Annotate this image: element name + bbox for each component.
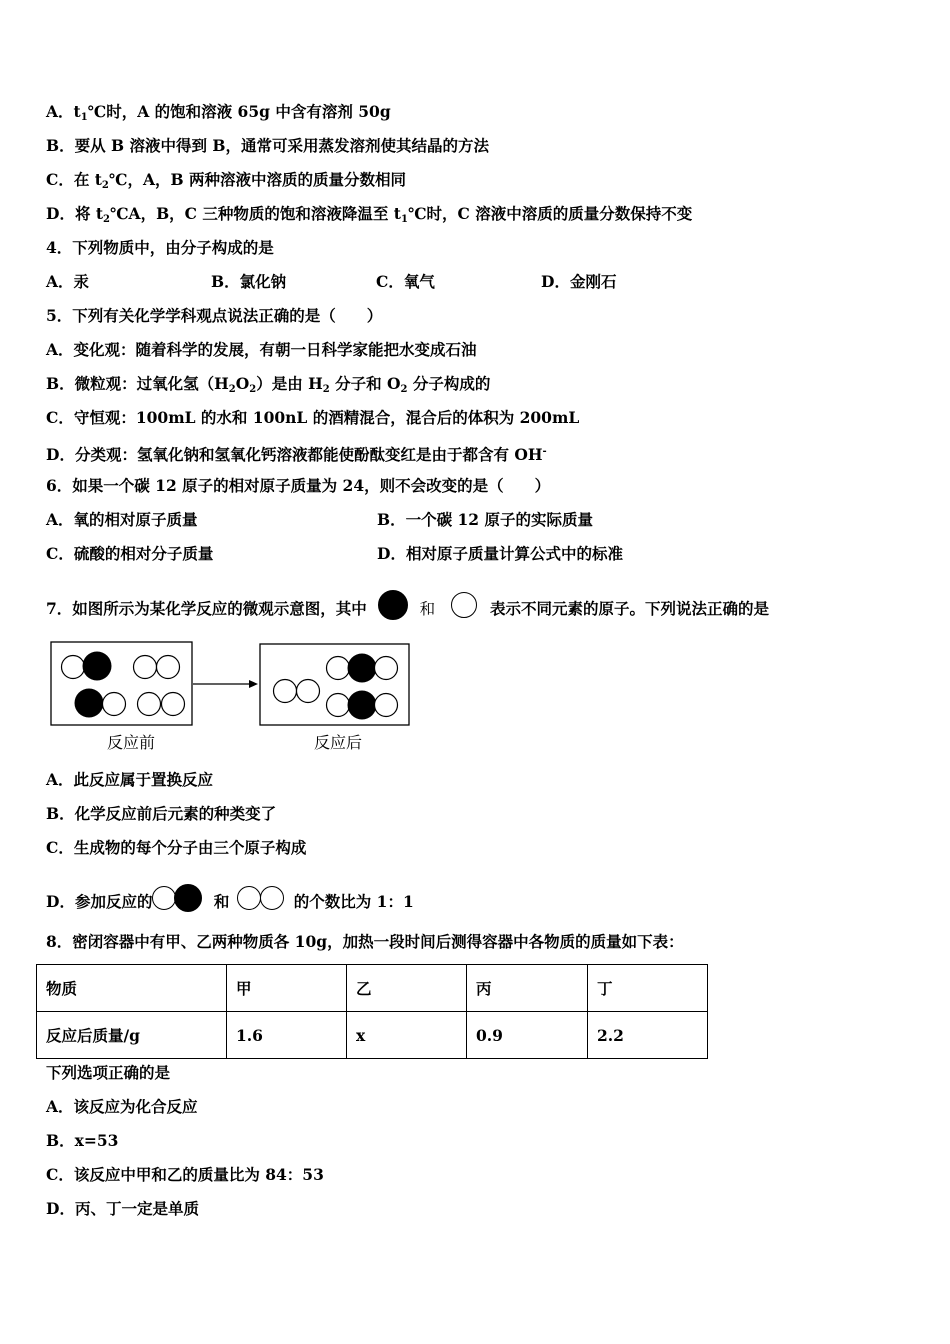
after-reaction-box	[260, 644, 409, 725]
q3-option-d: D．将 $t_2℃A$，B，C 三种物质的饱和溶液降温至 $t_1℃$时，C 溶液中溶质的质量分数保持不变	[46, 204, 693, 225]
table-cell: 丁	[588, 965, 708, 1012]
q3-option-c: C．在 $t_2℃$，A，B 两种溶液中溶质的质量分数相同	[46, 170, 406, 191]
q8-option-d: D．丙、丁一定是单质	[46, 1199, 199, 1218]
table-header-row	[37, 965, 708, 1012]
label-after: 反应后	[313, 733, 363, 752]
atom-white	[375, 657, 398, 680]
white-atom-icon	[237, 886, 261, 910]
atom-white	[103, 693, 126, 716]
q4-option-d: D．金刚石	[541, 272, 617, 291]
before-reaction-box	[51, 642, 192, 725]
q4-stem: 4．下列物质中，由分子构成的是	[46, 238, 274, 257]
q3-option-a: A．$t_1℃$时，A 的饱和溶液 65g 中含有溶剂 50g	[46, 102, 391, 123]
q7-option-c: C．生成物的每个分子由三个原子构成	[46, 838, 307, 857]
q4-option-c: C．氧气	[376, 272, 435, 291]
q5-option-c: C．守恒观：100mL 的水和 100nL 的酒精混合，混合后的体积为 200mL	[46, 408, 580, 427]
atom-white	[162, 693, 185, 716]
table-cell: 物质	[37, 965, 227, 1012]
q7-stem: 7．如图所示为某化学反应的微观示意图，其中 和 表示不同元素的原子。下列说法正确的是	[46, 590, 769, 620]
white-atom-icon	[451, 592, 477, 618]
table-row	[37, 1012, 708, 1059]
mass-table	[36, 964, 708, 1059]
white-atom-icon	[152, 886, 176, 910]
q8-option-c: C．该反应中甲和乙的质量比为 84：53	[46, 1165, 324, 1184]
reaction-arrow	[193, 680, 258, 688]
q5-option-b: B．微粒观：过氧化氢$(H_2O_2)$是由 $H_2$ 分子和 $O_2$ 分子构成的	[46, 374, 491, 395]
atom-white	[138, 693, 161, 716]
q8-option-a: A．该反应为化合反应	[46, 1097, 198, 1116]
q8-stem: 8．密闭容器中有甲、乙两种物质各 10g，加热一段时间后测得容器中各物质的质量如下表：	[46, 932, 684, 951]
atom-white	[327, 657, 350, 680]
q6-options-row1	[46, 510, 593, 530]
q3-option-b: B．要从 B 溶液中得到 B，通常可采用蒸发溶剂使其结晶的方法	[46, 136, 489, 155]
table-cell: 乙	[347, 965, 467, 1012]
table-cell: x	[347, 1012, 467, 1059]
table-cell: 0.9	[467, 1012, 588, 1059]
q4-option-b: B．氯化钠	[211, 272, 287, 291]
label-before: 反应前	[106, 733, 156, 752]
table-cell: 反应后质量/g	[37, 1012, 227, 1059]
white-atom-icon	[260, 886, 284, 910]
table-cell: 1.6	[227, 1012, 347, 1059]
atom-black	[75, 689, 104, 718]
q5-option-a: A．变化观：随着科学的发展，有朝一日科学家能把水变成石油	[46, 340, 477, 359]
black-atom-icon	[174, 884, 202, 912]
reaction-diagram	[46, 636, 418, 760]
q4-option-a: A．汞	[46, 272, 90, 291]
atom-white	[327, 694, 350, 717]
atom-black	[348, 654, 377, 683]
atom-black	[348, 691, 377, 720]
atom-white	[62, 656, 85, 679]
atom-white	[134, 656, 157, 679]
q6-options-row2	[46, 544, 623, 564]
table-cell: 丙	[467, 965, 588, 1012]
q7-option-d: D．参加反应的 和 的个数比为 1：1	[46, 884, 414, 912]
q6-option-d: D．相对原子质量计算公式中的标准	[377, 544, 623, 563]
atom-white	[274, 680, 297, 703]
q6-stem: 6．如果一个碳 12 原子的相对原子质量为 24，则不会改变的是（ ）	[46, 476, 551, 495]
black-atom-icon	[378, 590, 408, 620]
atom-white	[375, 694, 398, 717]
q5-stem: 5．下列有关化学学科观点说法正确的是（ ）	[46, 306, 383, 325]
q8-option-b: B．x=53	[46, 1131, 119, 1150]
q7-option-a: A．此反应属于置换反应	[46, 770, 214, 789]
table-cell: 甲	[227, 965, 347, 1012]
q4-options	[46, 272, 616, 292]
q8-prompt: 下列选项正确的是	[46, 1063, 171, 1082]
q6-option-c: C．硫酸的相对分子质量	[46, 544, 214, 563]
atom-white	[157, 656, 180, 679]
q6-option-b: B．一个碳 12 原子的实际质量	[377, 510, 593, 529]
q7-option-b: B．化学反应前后元素的种类变了	[46, 804, 277, 823]
table-cell: 2.2	[588, 1012, 708, 1059]
q6-option-a: A．氧的相对原子质量	[46, 510, 198, 529]
atom-white	[297, 680, 320, 703]
atom-black	[83, 652, 112, 681]
q5-option-d: D．分类观：氢氧化钠和氢氧化钙溶液都能使酚酞变红是由于都含有 OH-	[46, 445, 547, 464]
